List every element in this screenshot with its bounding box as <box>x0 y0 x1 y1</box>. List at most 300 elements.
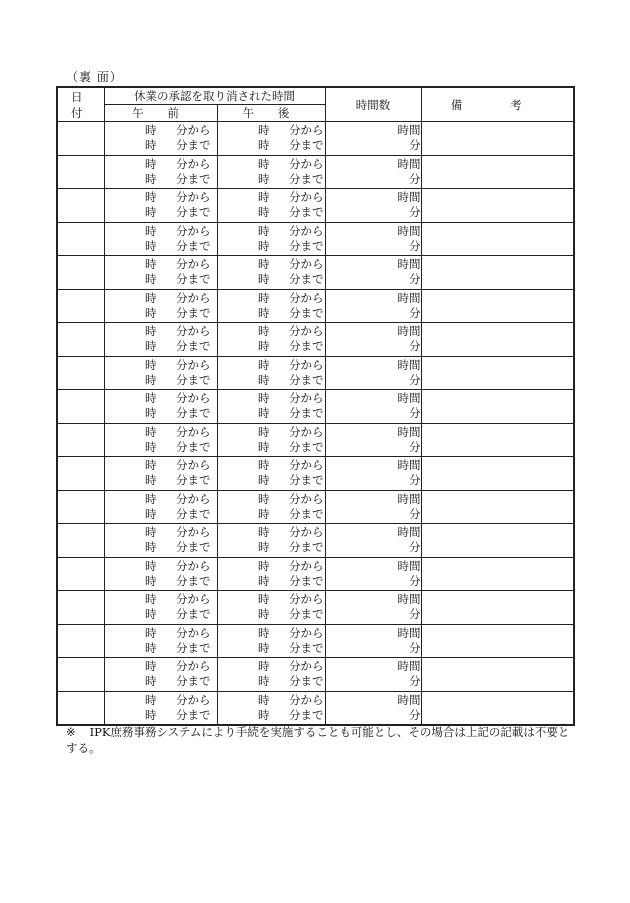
hour-label: 時 <box>145 674 157 689</box>
hour-label: 時 <box>258 357 270 372</box>
until-label: 分まで <box>289 506 324 521</box>
remarks-column-header: 備 考 <box>421 87 574 122</box>
hours-cell[interactable] <box>325 122 421 156</box>
duration-minutes-label: 分 <box>409 473 421 488</box>
date-cell[interactable] <box>57 122 104 156</box>
hour-label: 時 <box>258 674 270 689</box>
from-label: 分から <box>289 424 324 439</box>
date-cell[interactable] <box>57 591 104 625</box>
remarks-cell[interactable] <box>421 691 574 725</box>
remarks-cell[interactable] <box>421 356 574 390</box>
hour-label: 時 <box>258 305 270 320</box>
hour-label: 時 <box>145 540 157 555</box>
date-cell[interactable] <box>57 323 104 357</box>
from-label: 分から <box>289 625 324 640</box>
from-label: 分から <box>289 491 324 506</box>
record-row <box>57 289 574 323</box>
afternoon-time-cell[interactable] <box>217 658 325 692</box>
hour-label: 時 <box>258 558 270 573</box>
date-cell[interactable] <box>57 356 104 390</box>
until-label: 分まで <box>289 674 324 689</box>
until-label: 分まで <box>289 171 324 186</box>
hour-label: 時 <box>145 640 157 655</box>
until-label: 分まで <box>176 406 211 421</box>
duration-minutes-label: 分 <box>409 540 421 555</box>
hour-label: 時 <box>258 692 270 707</box>
morning-time-cell[interactable] <box>104 356 217 390</box>
morning-time-cell[interactable] <box>104 289 217 323</box>
hour-label: 時 <box>258 223 270 238</box>
hour-label: 時 <box>258 272 270 287</box>
cancellation-record-table <box>56 86 575 726</box>
duration-minutes-label: 分 <box>409 305 421 320</box>
record-row <box>57 390 574 424</box>
until-label: 分まで <box>289 439 324 454</box>
remarks-cell[interactable] <box>421 289 574 323</box>
afternoon-time-cell[interactable] <box>217 490 325 524</box>
afternoon-time-cell[interactable] <box>217 323 325 357</box>
hour-label: 時 <box>258 123 270 138</box>
duration-hours-label: 時間 <box>397 558 421 573</box>
until-label: 分まで <box>176 573 211 588</box>
page-side-label: （裏 面） <box>66 70 123 84</box>
duration-hours-label: 時間 <box>397 290 421 305</box>
afternoon-time-cell[interactable] <box>217 591 325 625</box>
morning-time-cell[interactable] <box>104 423 217 457</box>
until-label: 分まで <box>176 640 211 655</box>
record-row <box>57 122 574 156</box>
morning-time-cell[interactable] <box>104 323 217 357</box>
from-label: 分から <box>176 525 211 540</box>
duration-hours-label: 時間 <box>397 458 421 473</box>
hours-cell[interactable] <box>325 591 421 625</box>
morning-time-cell[interactable] <box>104 256 217 290</box>
from-label: 分から <box>289 290 324 305</box>
hour-label: 時 <box>145 406 157 421</box>
hour-label: 時 <box>258 659 270 674</box>
morning-time-cell[interactable] <box>104 658 217 692</box>
duration-hours-label: 時間 <box>397 156 421 171</box>
morning-time-cell[interactable] <box>104 122 217 156</box>
record-row <box>57 457 574 491</box>
morning-time-cell[interactable] <box>104 222 217 256</box>
from-label: 分から <box>289 357 324 372</box>
until-label: 分まで <box>289 372 324 387</box>
until-label: 分まで <box>176 506 211 521</box>
hour-label: 時 <box>258 257 270 272</box>
from-label: 分から <box>176 324 211 339</box>
hours-cell[interactable] <box>325 189 421 223</box>
hour-label: 時 <box>145 290 157 305</box>
duration-hours-label: 時間 <box>397 625 421 640</box>
until-label: 分まで <box>176 138 211 153</box>
date-cell[interactable] <box>57 524 104 558</box>
hour-label: 時 <box>145 525 157 540</box>
date-cell[interactable] <box>57 624 104 658</box>
hour-label: 時 <box>145 573 157 588</box>
record-row <box>57 658 574 692</box>
duration-minutes-label: 分 <box>409 674 421 689</box>
duration-hours-label: 時間 <box>397 257 421 272</box>
until-label: 分まで <box>176 674 211 689</box>
remarks-cell[interactable] <box>421 189 574 223</box>
from-label: 分から <box>176 458 211 473</box>
remarks-cell[interactable] <box>421 658 574 692</box>
hour-label: 時 <box>145 491 157 506</box>
duration-minutes-label: 分 <box>409 406 421 421</box>
hour-label: 時 <box>258 607 270 622</box>
until-label: 分まで <box>289 473 324 488</box>
hour-label: 時 <box>145 305 157 320</box>
record-row <box>57 691 574 725</box>
footnote <box>66 724 576 756</box>
until-label: 分まで <box>176 205 211 220</box>
afternoon-time-cell[interactable] <box>217 691 325 725</box>
hour-label: 時 <box>258 506 270 521</box>
duration-hours-label: 時間 <box>397 424 421 439</box>
from-label: 分から <box>176 357 211 372</box>
hours-column-header: 時間数 <box>325 87 421 122</box>
hour-label: 時 <box>145 156 157 171</box>
morning-time-cell[interactable] <box>104 155 217 189</box>
hour-label: 時 <box>258 138 270 153</box>
hours-cell[interactable] <box>325 155 421 189</box>
hour-label: 時 <box>258 640 270 655</box>
morning-time-cell[interactable] <box>104 457 217 491</box>
hours-cell[interactable] <box>325 423 421 457</box>
duration-minutes-label: 分 <box>409 439 421 454</box>
afternoon-time-cell[interactable] <box>217 624 325 658</box>
hour-label: 時 <box>145 473 157 488</box>
hours-cell[interactable] <box>325 256 421 290</box>
hour-label: 時 <box>258 391 270 406</box>
hour-label: 時 <box>258 625 270 640</box>
hour-label: 時 <box>145 558 157 573</box>
hour-label: 時 <box>258 592 270 607</box>
duration-hours-label: 時間 <box>397 692 421 707</box>
hour-label: 時 <box>145 339 157 354</box>
hour-label: 時 <box>145 458 157 473</box>
afternoon-time-cell[interactable] <box>217 155 325 189</box>
hour-label: 時 <box>258 290 270 305</box>
morning-time-cell[interactable] <box>104 189 217 223</box>
hours-cell[interactable] <box>325 323 421 357</box>
footnote-text: IPK庶務事務システムにより手続を実施することも可能とし、その場合は上記の記載は不要とする。 <box>66 725 570 755</box>
until-label: 分まで <box>176 607 211 622</box>
hour-label: 時 <box>258 156 270 171</box>
until-label: 分まで <box>289 238 324 253</box>
hour-label: 時 <box>145 439 157 454</box>
morning-time-cell[interactable] <box>104 490 217 524</box>
until-label: 分まで <box>289 540 324 555</box>
from-label: 分から <box>176 659 211 674</box>
until-label: 分まで <box>176 372 211 387</box>
afternoon-time-cell[interactable] <box>217 524 325 558</box>
remarks-cell[interactable] <box>421 323 574 357</box>
hour-label: 時 <box>258 372 270 387</box>
hour-label: 時 <box>145 205 157 220</box>
record-row <box>57 423 574 457</box>
record-row <box>57 323 574 357</box>
duration-hours-label: 時間 <box>397 190 421 205</box>
remarks-cell[interactable] <box>421 122 574 156</box>
date-cell[interactable] <box>57 423 104 457</box>
from-label: 分から <box>289 156 324 171</box>
afternoon-column-header: 午 後 <box>217 105 325 122</box>
until-label: 分まで <box>176 171 211 186</box>
remarks-cell[interactable] <box>421 390 574 424</box>
hour-label: 時 <box>145 238 157 253</box>
duration-minutes-label: 分 <box>409 138 421 153</box>
from-label: 分から <box>176 424 211 439</box>
duration-minutes-label: 分 <box>409 272 421 287</box>
hour-label: 時 <box>145 692 157 707</box>
hours-cell[interactable] <box>325 289 421 323</box>
record-rows <box>57 122 574 726</box>
morning-time-cell[interactable] <box>104 390 217 424</box>
remarks-cell[interactable] <box>421 457 574 491</box>
duration-minutes-label: 分 <box>409 707 421 722</box>
date-cell[interactable] <box>57 289 104 323</box>
from-label: 分から <box>176 257 211 272</box>
from-label: 分から <box>176 290 211 305</box>
date-cell[interactable] <box>57 256 104 290</box>
remarks-cell[interactable] <box>421 624 574 658</box>
until-label: 分まで <box>176 473 211 488</box>
afternoon-time-cell[interactable] <box>217 390 325 424</box>
hours-cell[interactable] <box>325 624 421 658</box>
morning-column-header: 午 前 <box>104 105 217 122</box>
duration-hours-label: 時間 <box>397 324 421 339</box>
hours-cell[interactable] <box>325 557 421 591</box>
hour-label: 時 <box>145 659 157 674</box>
from-label: 分から <box>289 592 324 607</box>
record-row <box>57 557 574 591</box>
from-label: 分から <box>289 558 324 573</box>
hour-label: 時 <box>258 491 270 506</box>
hour-label: 時 <box>258 324 270 339</box>
record-row <box>57 155 574 189</box>
morning-time-cell[interactable] <box>104 624 217 658</box>
from-label: 分から <box>176 391 211 406</box>
afternoon-time-cell[interactable] <box>217 222 325 256</box>
from-label: 分から <box>176 558 211 573</box>
duration-minutes-label: 分 <box>409 238 421 253</box>
remarks-cell[interactable] <box>421 423 574 457</box>
date-cell[interactable] <box>57 189 104 223</box>
until-label: 分まで <box>176 272 211 287</box>
from-label: 分から <box>289 458 324 473</box>
until-label: 分まで <box>289 339 324 354</box>
record-row <box>57 490 574 524</box>
date-cell[interactable] <box>57 390 104 424</box>
from-label: 分から <box>176 156 211 171</box>
duration-hours-label: 時間 <box>397 223 421 238</box>
hours-cell[interactable] <box>325 356 421 390</box>
hours-cell[interactable] <box>325 457 421 491</box>
afternoon-time-cell[interactable] <box>217 189 325 223</box>
hours-cell[interactable] <box>325 490 421 524</box>
from-label: 分から <box>289 525 324 540</box>
hour-label: 時 <box>145 223 157 238</box>
from-label: 分から <box>289 190 324 205</box>
from-label: 分から <box>176 692 211 707</box>
from-label: 分から <box>289 391 324 406</box>
hour-label: 時 <box>258 171 270 186</box>
duration-minutes-label: 分 <box>409 573 421 588</box>
duration-minutes-label: 分 <box>409 372 421 387</box>
record-row <box>57 624 574 658</box>
hour-label: 時 <box>145 324 157 339</box>
footnote-mark: ※ <box>66 725 76 739</box>
hours-cell[interactable] <box>325 691 421 725</box>
duration-hours-label: 時間 <box>397 357 421 372</box>
until-label: 分まで <box>289 205 324 220</box>
afternoon-time-cell[interactable] <box>217 356 325 390</box>
remarks-cell[interactable] <box>421 490 574 524</box>
duration-hours-label: 時間 <box>397 592 421 607</box>
date-cell[interactable] <box>57 155 104 189</box>
hour-label: 時 <box>145 257 157 272</box>
hour-label: 時 <box>145 707 157 722</box>
until-label: 分まで <box>289 305 324 320</box>
hour-label: 時 <box>258 473 270 488</box>
until-label: 分まで <box>289 406 324 421</box>
from-label: 分から <box>176 592 211 607</box>
from-label: 分から <box>176 223 211 238</box>
hour-label: 時 <box>258 439 270 454</box>
afternoon-time-cell[interactable] <box>217 457 325 491</box>
hour-label: 時 <box>145 190 157 205</box>
until-label: 分まで <box>176 339 211 354</box>
record-row <box>57 591 574 625</box>
duration-hours-label: 時間 <box>397 123 421 138</box>
afternoon-time-cell[interactable] <box>217 289 325 323</box>
duration-hours-label: 時間 <box>397 491 421 506</box>
hour-label: 時 <box>145 592 157 607</box>
remarks-cell[interactable] <box>421 222 574 256</box>
from-label: 分から <box>176 491 211 506</box>
until-label: 分まで <box>176 540 211 555</box>
from-label: 分から <box>176 123 211 138</box>
duration-minutes-label: 分 <box>409 640 421 655</box>
remarks-cell[interactable] <box>421 557 574 591</box>
hour-label: 時 <box>258 205 270 220</box>
hour-label: 時 <box>145 138 157 153</box>
hour-label: 時 <box>145 391 157 406</box>
hour-label: 時 <box>145 123 157 138</box>
hour-label: 時 <box>145 357 157 372</box>
record-row <box>57 256 574 290</box>
until-label: 分まで <box>289 640 324 655</box>
from-label: 分から <box>289 659 324 674</box>
hour-label: 時 <box>145 171 157 186</box>
record-row <box>57 222 574 256</box>
hour-label: 時 <box>258 573 270 588</box>
duration-hours-label: 時間 <box>397 525 421 540</box>
duration-minutes-label: 分 <box>409 506 421 521</box>
morning-time-cell[interactable] <box>104 557 217 591</box>
hours-cell[interactable] <box>325 524 421 558</box>
hour-label: 時 <box>145 372 157 387</box>
until-label: 分まで <box>176 238 211 253</box>
hour-label: 時 <box>258 238 270 253</box>
hours-cell[interactable] <box>325 390 421 424</box>
date-cell[interactable] <box>57 658 104 692</box>
hour-label: 時 <box>258 424 270 439</box>
duration-minutes-label: 分 <box>409 171 421 186</box>
hour-label: 時 <box>258 339 270 354</box>
from-label: 分から <box>289 692 324 707</box>
hour-label: 時 <box>145 272 157 287</box>
morning-time-cell[interactable] <box>104 524 217 558</box>
date-cell[interactable] <box>57 557 104 591</box>
afternoon-time-cell[interactable] <box>217 557 325 591</box>
date-column-header: 日 付 <box>57 87 104 122</box>
record-row <box>57 189 574 223</box>
cancelled-time-header: 休業の承認を取り消された時間 <box>104 87 325 105</box>
hour-label: 時 <box>258 406 270 421</box>
hour-label: 時 <box>258 525 270 540</box>
from-label: 分から <box>289 123 324 138</box>
hour-label: 時 <box>145 506 157 521</box>
from-label: 分から <box>289 223 324 238</box>
hour-label: 時 <box>258 707 270 722</box>
hour-label: 時 <box>145 625 157 640</box>
morning-time-cell[interactable] <box>104 691 217 725</box>
morning-time-cell[interactable] <box>104 591 217 625</box>
record-row <box>57 356 574 390</box>
afternoon-time-cell[interactable] <box>217 122 325 156</box>
hour-label: 時 <box>145 607 157 622</box>
remarks-cell[interactable] <box>421 591 574 625</box>
hour-label: 時 <box>258 540 270 555</box>
until-label: 分まで <box>176 439 211 454</box>
hours-cell[interactable] <box>325 222 421 256</box>
until-label: 分まで <box>176 707 211 722</box>
hours-cell[interactable] <box>325 658 421 692</box>
afternoon-time-cell[interactable] <box>217 256 325 290</box>
until-label: 分まで <box>289 573 324 588</box>
duration-hours-label: 時間 <box>397 391 421 406</box>
hour-label: 時 <box>145 424 157 439</box>
record-row <box>57 524 574 558</box>
until-label: 分まで <box>289 138 324 153</box>
remarks-cell[interactable] <box>421 256 574 290</box>
until-label: 分まで <box>176 305 211 320</box>
duration-hours-label: 時間 <box>397 659 421 674</box>
date-cell[interactable] <box>57 457 104 491</box>
until-label: 分まで <box>289 707 324 722</box>
duration-minutes-label: 分 <box>409 607 421 622</box>
date-cell[interactable] <box>57 222 104 256</box>
remarks-cell[interactable] <box>421 524 574 558</box>
from-label: 分から <box>176 625 211 640</box>
until-label: 分まで <box>289 607 324 622</box>
duration-minutes-label: 分 <box>409 205 421 220</box>
hour-label: 時 <box>258 190 270 205</box>
remarks-cell[interactable] <box>421 155 574 189</box>
from-label: 分から <box>289 257 324 272</box>
afternoon-time-cell[interactable] <box>217 423 325 457</box>
date-cell[interactable] <box>57 490 104 524</box>
from-label: 分から <box>176 190 211 205</box>
date-cell[interactable] <box>57 691 104 725</box>
from-label: 分から <box>289 324 324 339</box>
duration-minutes-label: 分 <box>409 339 421 354</box>
hour-label: 時 <box>258 458 270 473</box>
until-label: 分まで <box>289 272 324 287</box>
